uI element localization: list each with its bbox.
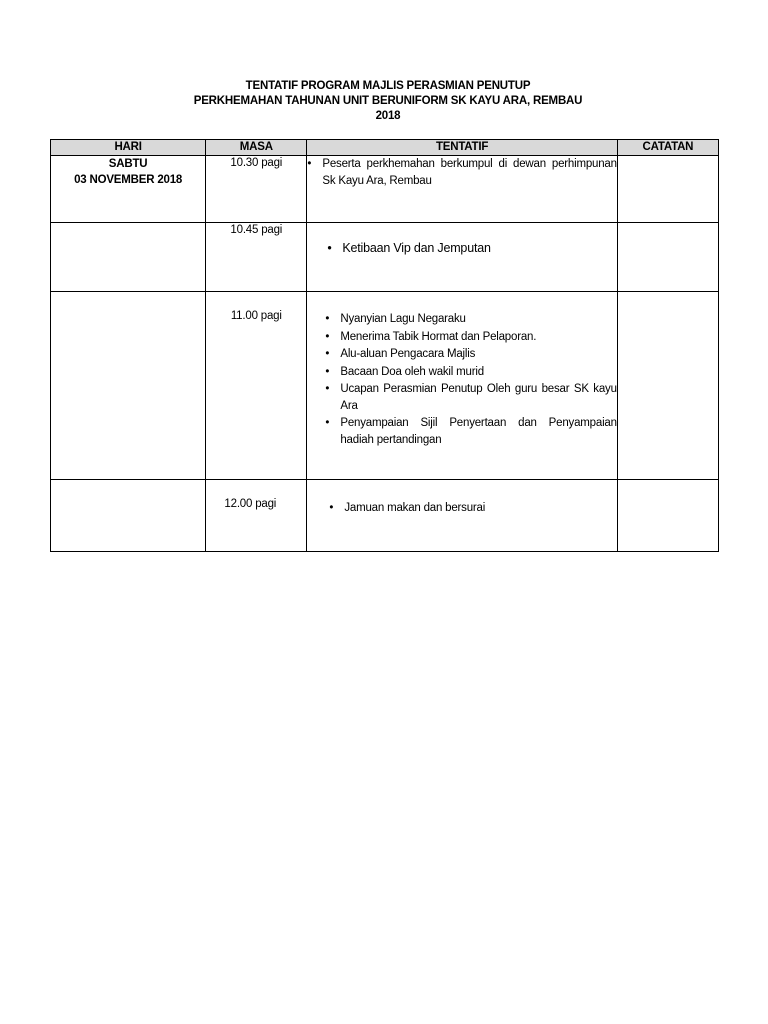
agenda-item-text: Ucapan Perasmian Penutup Oleh guru besar SK kayu Ara — [340, 383, 617, 412]
agenda-list — [327, 240, 616, 257]
bullet-icon: • — [307, 158, 312, 170]
cell-catatan — [617, 223, 718, 292]
table-row — [51, 223, 719, 292]
agenda-item-text: Bacaan Doa oleh wakil murid — [340, 365, 484, 378]
list-item — [325, 364, 616, 381]
cell-tentatif — [307, 292, 617, 480]
table-row — [51, 480, 719, 552]
list-item — [325, 415, 616, 448]
bullet-icon: • — [325, 417, 330, 429]
header-tentatif: TENTATIF — [307, 140, 617, 156]
cell-hari — [51, 156, 206, 223]
table-row — [51, 292, 719, 480]
cell-tentatif — [307, 156, 617, 223]
bullet-icon: • — [325, 313, 330, 325]
list-item — [325, 346, 616, 363]
list-item — [325, 311, 616, 328]
bullet-icon: • — [329, 502, 334, 514]
agenda-list — [307, 156, 616, 189]
list-item — [329, 500, 616, 517]
cell-tentatif — [307, 223, 617, 292]
title-line-2: PERKHEMAHAN TAHUNAN UNIT BERUNIFORM SK KAYU ARA, REMBAU — [193, 95, 583, 107]
cell-masa: 11.00 pagi — [206, 292, 307, 480]
title-line-3: 2018 — [375, 110, 401, 122]
header-catatan: CATATAN — [617, 140, 718, 156]
bullet-icon: • — [325, 383, 330, 395]
cell-hari — [51, 292, 206, 480]
table-row — [51, 156, 719, 223]
cell-catatan — [617, 480, 718, 552]
list-item — [327, 240, 616, 257]
cell-masa: 10.30 pagi — [206, 156, 307, 223]
list-item — [307, 156, 616, 189]
title-line-1: TENTATIF PROGRAM MAJLIS PERASMIAN PENUTUP — [245, 80, 531, 92]
list-item — [325, 381, 616, 414]
agenda-item-text: Menerima Tabik Hormat dan Pelaporan. — [340, 330, 537, 343]
agenda-item-text: Alu-aluan Pengacara Majlis — [340, 348, 476, 360]
cell-tentatif — [307, 480, 617, 552]
cell-hari — [51, 480, 206, 552]
bullet-icon: • — [325, 348, 330, 360]
bullet-icon: • — [325, 365, 330, 378]
schedule-table — [50, 139, 719, 552]
cell-masa: 10.45 pagi — [206, 223, 307, 292]
agenda-item-text: Peserta perkhemahan berkumpul di dewan perhimpunan Sk Kayu Ara, Rembau — [322, 158, 617, 187]
day-label: SABTU — [108, 158, 148, 170]
agenda-item-text: Penyampaian Sijil Penyertaan dan Penyampaian hadiah pertandingan — [340, 417, 617, 446]
cell-catatan — [617, 156, 718, 223]
bullet-icon: • — [325, 330, 330, 343]
agenda-list — [325, 311, 616, 448]
document-title — [0, 79, 768, 124]
cell-masa: 12.00 pagi — [206, 480, 307, 552]
header-masa: MASA — [206, 140, 307, 156]
agenda-item-text: Ketibaan Vip dan Jemputan — [342, 241, 491, 255]
agenda-list — [329, 500, 616, 517]
agenda-item-text: Nyanyian Lagu Negaraku — [340, 313, 466, 325]
cell-hari — [51, 223, 206, 292]
cell-catatan — [617, 292, 718, 480]
agenda-item-text: Jamuan makan dan bersurai — [344, 502, 486, 514]
date-label: 03 NOVEMBER 2018 — [74, 174, 183, 186]
table-header-row — [51, 140, 719, 156]
header-hari: HARI — [51, 140, 206, 156]
bullet-icon: • — [327, 241, 332, 255]
list-item — [325, 329, 616, 346]
